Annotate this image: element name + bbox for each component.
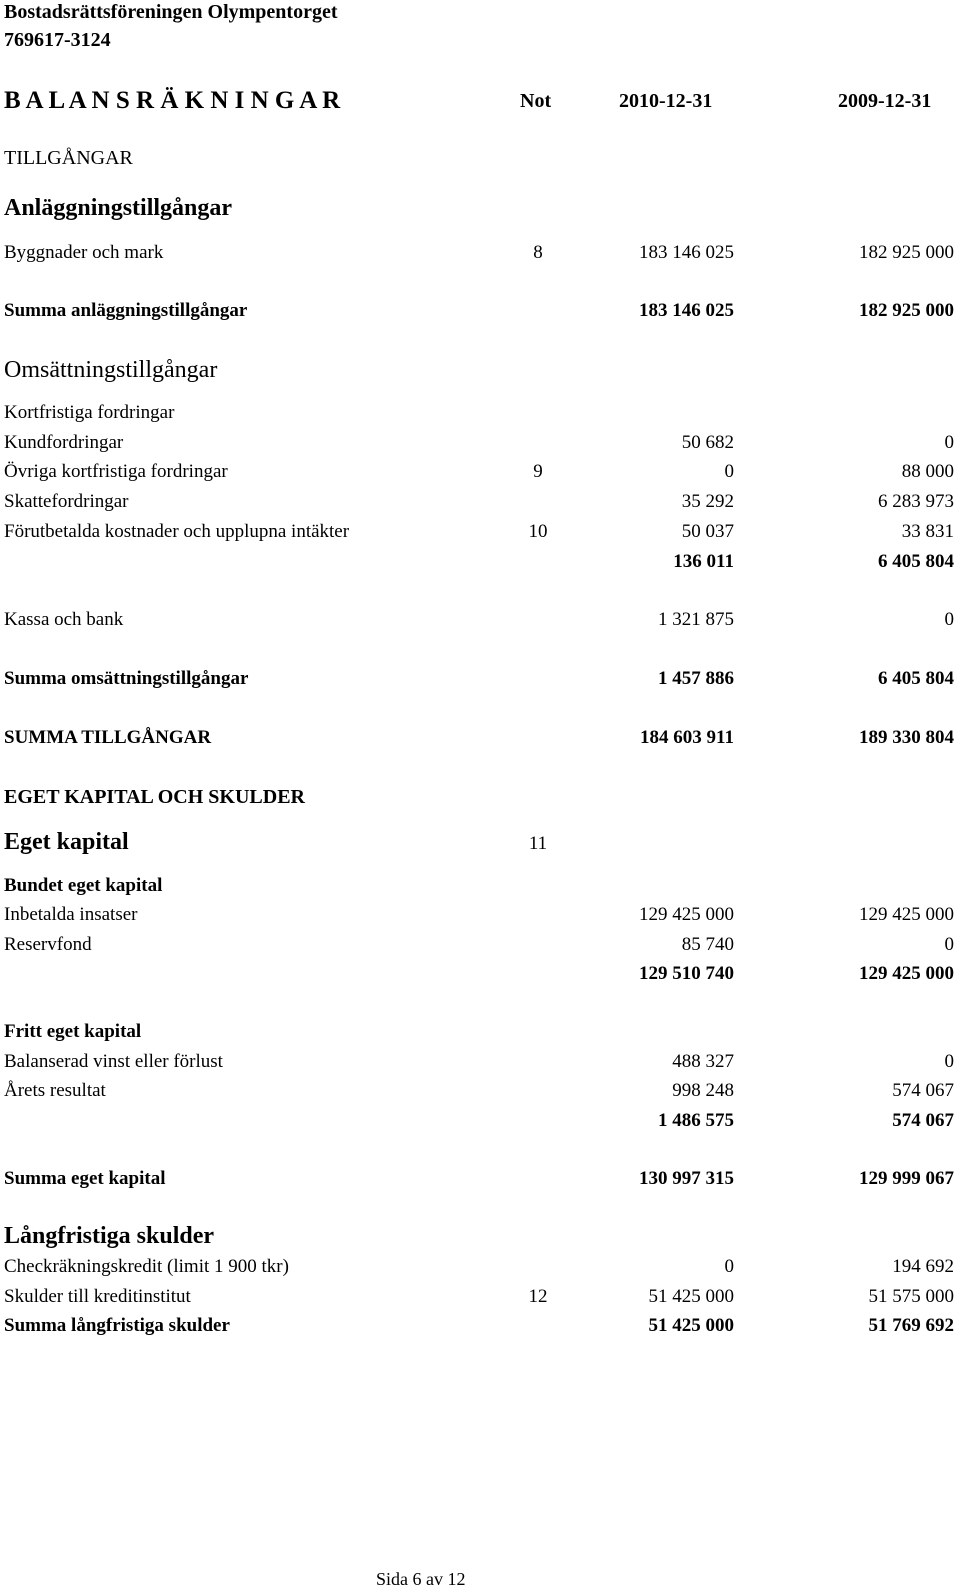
note-column-header: Not <box>520 90 552 112</box>
row-label: Reservfond <box>4 934 92 955</box>
row-label: Checkräkningskredit (limit 1 900 tkr) <box>4 1256 289 1277</box>
equity-liabilities-heading: EGET KAPITAL OCH SKULDER <box>4 786 305 808</box>
subtotal-value-year1: 136 011 <box>673 551 734 572</box>
long-term-liabilities-heading: Långfristiga skulder <box>4 1223 215 1249</box>
row-value-year2: 51 575 000 <box>868 1286 954 1307</box>
grand-total-label: SUMMA TILLGÅNGAR <box>4 727 212 748</box>
row-note: 12 <box>528 1286 548 1307</box>
total-value-year2: 51 769 692 <box>868 1315 954 1336</box>
total-value-year2: 129 999 067 <box>859 1168 954 1189</box>
row-value-year1: 129 425 000 <box>639 904 734 925</box>
year1-column-header: 2010-12-31 <box>619 90 713 112</box>
total-label: Summa långfristiga skulder <box>4 1315 230 1336</box>
row-label: Skulder till kreditinstitut <box>4 1286 191 1307</box>
total-label: Summa eget kapital <box>4 1168 166 1189</box>
total-value-year1: 183 146 025 <box>639 300 734 321</box>
row-value-year1: 1 321 875 <box>658 609 734 630</box>
row-label: Byggnader och mark <box>4 242 164 263</box>
row-value-year2: 6 283 973 <box>878 491 954 512</box>
row-value-year2: 182 925 000 <box>859 242 954 263</box>
subtotal-value-year2: 129 425 000 <box>859 963 954 984</box>
year2-column-header: 2009-12-31 <box>838 90 932 112</box>
subtotal-value-year1: 1 486 575 <box>658 1110 734 1131</box>
row-note: 9 <box>533 461 543 482</box>
row-value-year2: 129 425 000 <box>859 904 954 925</box>
total-value-year1: 51 425 000 <box>648 1315 734 1336</box>
row-value-year2: 88 000 <box>901 461 954 482</box>
receivables-heading: Kortfristiga fordringar <box>4 402 175 423</box>
row-value-year2: 194 692 <box>892 1256 954 1277</box>
row-label: Övriga kortfristiga fordringar <box>4 461 228 482</box>
grand-total-value-year1: 184 603 911 <box>640 727 734 748</box>
page-title: B A L A N S R Ä K N I N G A R <box>4 87 341 114</box>
total-label: Summa anläggningstillgångar <box>4 300 248 321</box>
organization-name: Bostadsrättsföreningen Olympentorget <box>4 1 338 23</box>
row-value-year1: 35 292 <box>681 491 734 512</box>
row-label: Kassa och bank <box>4 609 124 630</box>
row-value-year1: 488 327 <box>672 1051 734 1072</box>
row-value-year1: 183 146 025 <box>639 242 734 263</box>
total-value-year2: 6 405 804 <box>878 668 954 689</box>
row-value-year2: 0 <box>944 432 954 453</box>
row-value-year2: 0 <box>944 1051 954 1072</box>
row-label: Inbetalda insatser <box>4 904 138 925</box>
row-value-year2: 0 <box>944 934 954 955</box>
row-value-year2: 0 <box>944 609 954 630</box>
row-label: Skattefordringar <box>4 491 129 512</box>
row-note: 10 <box>528 521 548 542</box>
subtotal-value-year1: 129 510 740 <box>639 963 734 984</box>
unrestricted-equity-heading: Fritt eget kapital <box>4 1021 142 1042</box>
grand-total-value-year2: 189 330 804 <box>859 727 954 748</box>
row-label: Balanserad vinst eller förlust <box>4 1051 223 1072</box>
equity-note: 11 <box>528 833 548 854</box>
organization-number: 769617-3124 <box>4 29 111 51</box>
row-value-year1: 51 425 000 <box>648 1286 734 1307</box>
row-label: Kundfordringar <box>4 432 124 453</box>
assets-heading: TILLGÅNGAR <box>4 147 133 169</box>
row-value-year2: 574 067 <box>892 1080 954 1101</box>
row-value-year1: 0 <box>724 1256 734 1277</box>
equity-heading: Eget kapital <box>4 829 129 855</box>
page-number: Sida 6 av 12 <box>376 1569 466 1589</box>
row-value-year1: 85 740 <box>681 934 734 955</box>
subtotal-value-year2: 6 405 804 <box>878 551 954 572</box>
row-label: Årets resultat <box>4 1080 106 1101</box>
row-value-year1: 998 248 <box>672 1080 734 1101</box>
subtotal-value-year2: 574 067 <box>892 1110 954 1131</box>
total-value-year2: 182 925 000 <box>859 300 954 321</box>
restricted-equity-heading: Bundet eget kapital <box>4 875 163 896</box>
row-note: 8 <box>533 242 543 263</box>
current-assets-heading: Omsättningstillgångar <box>4 357 218 383</box>
row-value-year1: 50 682 <box>681 432 734 453</box>
total-value-year1: 130 997 315 <box>639 1168 734 1189</box>
total-value-year1: 1 457 886 <box>658 668 734 689</box>
row-value-year1: 0 <box>724 461 734 482</box>
row-value-year2: 33 831 <box>901 521 954 542</box>
total-label: Summa omsättningstillgångar <box>4 668 249 689</box>
row-value-year1: 50 037 <box>681 521 734 542</box>
row-label: Förutbetalda kostnader och upplupna intäkter <box>4 521 350 542</box>
fixed-assets-heading: Anläggningstillgångar <box>4 195 233 221</box>
